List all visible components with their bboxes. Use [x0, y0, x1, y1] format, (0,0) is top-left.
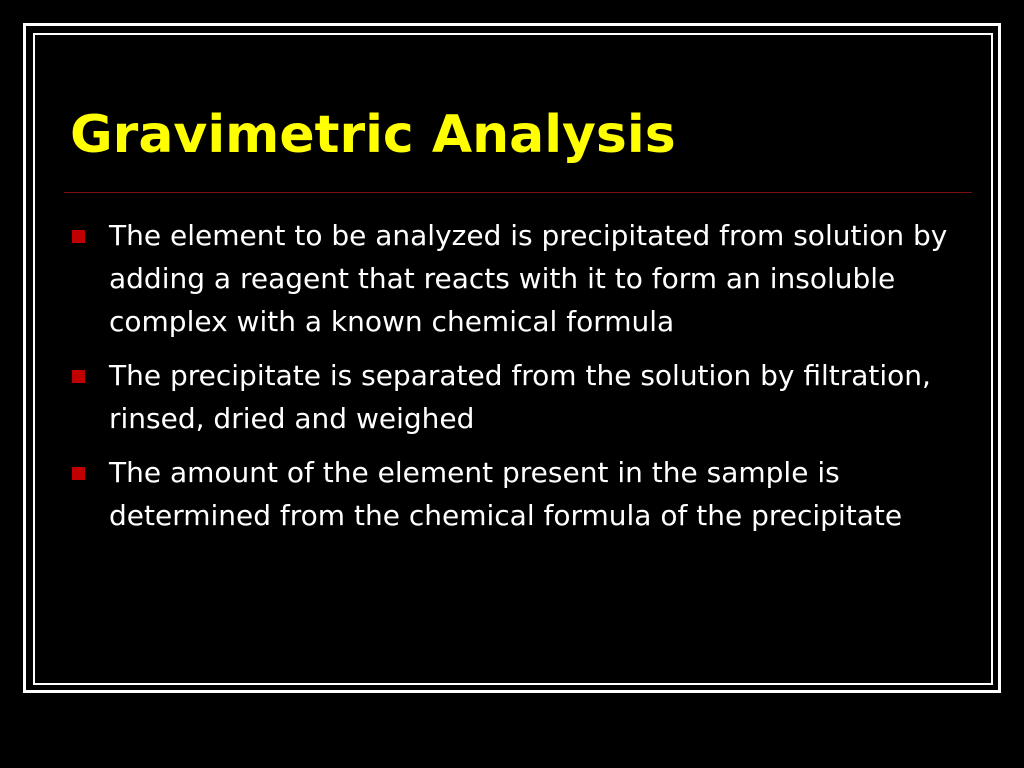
square-bullet-icon — [72, 370, 85, 383]
bullet-text: The precipitate is separated from the solution by filtration, rinsed, dried and weighed — [109, 359, 931, 435]
title-divider — [64, 192, 972, 193]
square-bullet-icon — [72, 230, 85, 243]
bullet-item — [70, 354, 970, 440]
slide-title: Gravimetric Analysis — [70, 105, 676, 165]
bullet-item — [70, 214, 970, 343]
bullet-item — [70, 451, 970, 537]
bullet-text: The element to be analyzed is precipitated from solution by adding a reagent that reacts with it to form an insoluble complex with a known chemical formula — [109, 219, 948, 338]
bullet-list — [70, 214, 970, 548]
square-bullet-icon — [72, 467, 85, 480]
bullet-text: The amount of the element present in the sample is determined from the chemical formula of the precipitate — [109, 456, 903, 532]
